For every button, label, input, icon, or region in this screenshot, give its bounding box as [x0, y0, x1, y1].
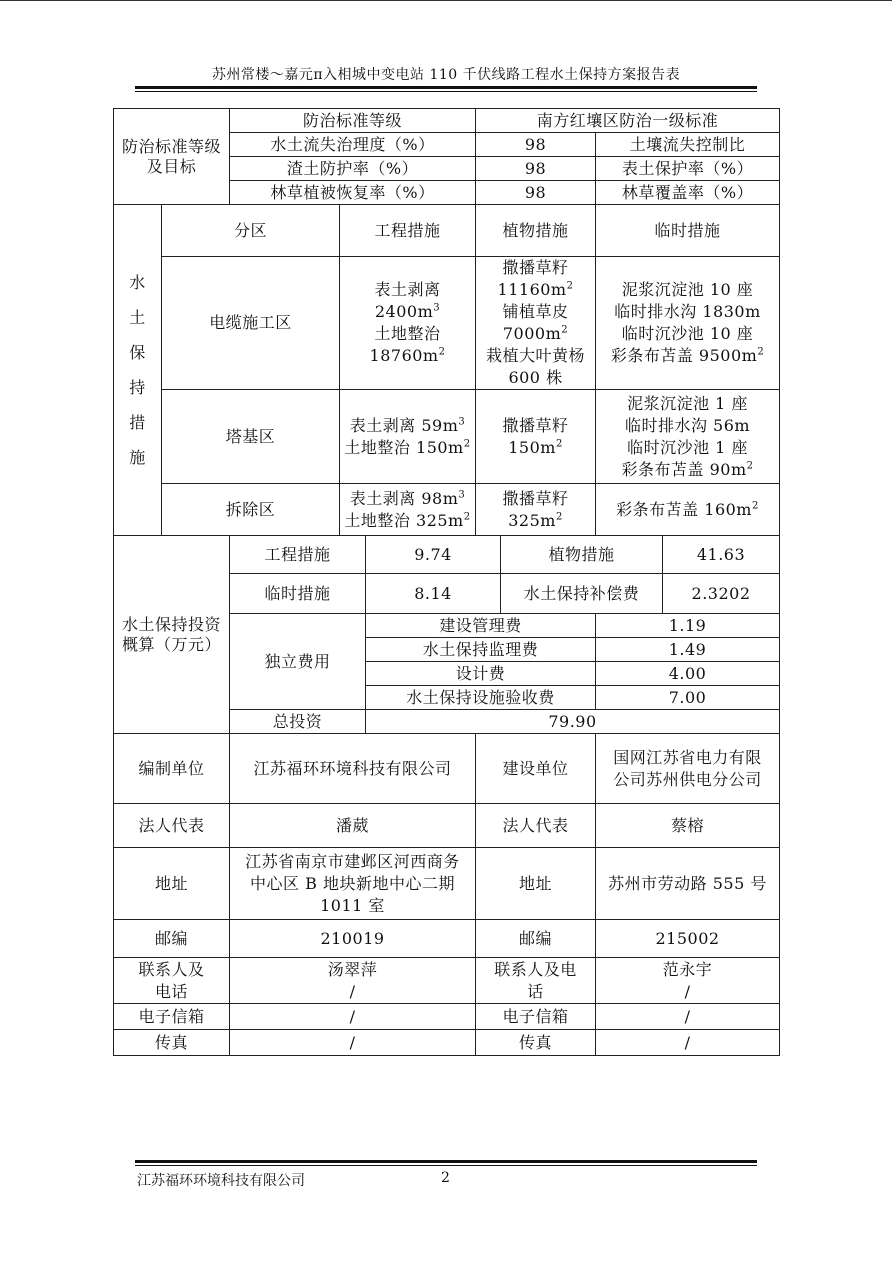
temporary-measures: 泥浆沉淀池 10 座 临时排水沟 1830m 临时沉沙池 10 座 彩条布苫盖 $9500m^2$ [596, 257, 780, 390]
standard-key: 水土流失治理度（%） [230, 133, 476, 157]
fax-label: 传真 [476, 1030, 596, 1056]
compiler-value: 江苏福环环境科技有限公司 [230, 734, 476, 804]
standard-value: 98 [476, 133, 596, 157]
engineering-measures: 表土剥离 $2400m^3$ 土地整治 $18760m^2$ [340, 257, 476, 390]
zip-left: 210019 [230, 920, 476, 958]
header-rule [135, 86, 757, 89]
footer-rule [135, 1160, 757, 1163]
investment-key: 水土保持补偿费 [501, 574, 663, 614]
independent-cost-name: 设计费 [366, 662, 596, 686]
temporary-measures: 彩条布苫盖 $160m^2$ [596, 484, 780, 536]
contact-label: 联系人及电话 [476, 958, 596, 1004]
total-investment-value: 79.90 [366, 710, 780, 734]
investment-key: 工程措施 [230, 536, 366, 574]
investment-value: 9.74 [366, 536, 501, 574]
page-number: 2 [441, 1170, 450, 1186]
plant-measures: 撒播草籽 $150m^2$ [476, 390, 596, 484]
independent-cost-name: 建设管理费 [366, 614, 596, 638]
standard-value: 98 [476, 181, 596, 205]
address-left: 江苏省南京市建邺区河西商务中心区 B 地块新地中心二期 1011 室 [230, 848, 476, 920]
contact-left: 汤翠萍 / [230, 958, 476, 1004]
standard-value: 98 [476, 157, 596, 181]
standard-key: 林草植被恢复率（%） [230, 181, 476, 205]
plant-measures: 撒播草籽 $325m^2$ [476, 484, 596, 536]
address-right: 苏州市劳动路 555 号 [596, 848, 780, 920]
plant-measures: 撒播草籽 $11160m^2$ 铺植草皮 $7000m^2$ 栽植大叶黄杨 600 株 [476, 257, 596, 390]
compiler-label: 编制单位 [114, 734, 230, 804]
engineering-measures: 表土剥离 $98m^3$ 土地整治 $325m^2$ [340, 484, 476, 536]
investment-value: 41.63 [663, 536, 780, 574]
standard-key: 土壤流失控制比 [596, 133, 780, 157]
independent-cost-value: 1.49 [596, 638, 780, 662]
report-table [113, 108, 780, 1056]
measures-label-char: 施 [129, 448, 146, 467]
standard-row-level [114, 109, 780, 133]
investment-value: 2.3202 [663, 574, 780, 614]
measures-label-char: 水 [129, 273, 146, 292]
measures-row-tower [114, 390, 780, 484]
header-rule-thin [135, 91, 757, 92]
address-row [114, 848, 780, 920]
independent-cost-value: 1.19 [596, 614, 780, 638]
fax-left: / [230, 1030, 476, 1056]
standard-key: 表土保护率（%） [596, 157, 780, 181]
standard-key: 林草覆盖率（%） [596, 181, 780, 205]
contact-row [114, 958, 780, 1004]
independent-cost-value: 4.00 [596, 662, 780, 686]
contact-label: 联系人及电话 [114, 958, 230, 1004]
footer-company: 江苏福环环境科技有限公司 [137, 1173, 305, 1189]
measures-row-cable [114, 257, 780, 390]
email-right: / [596, 1004, 780, 1030]
total-investment-label: 总投资 [230, 710, 366, 734]
zone-name: 塔基区 [162, 390, 340, 484]
investment-value: 8.14 [366, 574, 501, 614]
units-row [114, 734, 780, 804]
standard-label: 防治标准等级及目标 [114, 109, 230, 205]
standard-key: 渣土防护率（%） [230, 157, 476, 181]
measures-header-eng: 工程措施 [340, 205, 476, 257]
investment-key: 临时措施 [230, 574, 366, 614]
email-label: 电子信箱 [476, 1004, 596, 1030]
independent-cost-value: 7.00 [596, 686, 780, 710]
investment-row-1 [114, 536, 780, 574]
legal-label: 法人代表 [114, 804, 230, 848]
builder-label: 建设单位 [476, 734, 596, 804]
measures-header-plant: 植物措施 [476, 205, 596, 257]
zip-right: 215002 [596, 920, 780, 958]
legal-right: 蔡榕 [596, 804, 780, 848]
email-label: 电子信箱 [114, 1004, 230, 1030]
fax-row [114, 1030, 780, 1056]
measures-label [114, 205, 162, 536]
legal-row [114, 804, 780, 848]
zip-label: 邮编 [114, 920, 230, 958]
address-label: 地址 [114, 848, 230, 920]
fax-right: / [596, 1030, 780, 1056]
independent-cost-name: 水土保持设施验收费 [366, 686, 596, 710]
measures-row-demolish [114, 484, 780, 536]
investment-label: 水土保持投资概算（万元） [114, 536, 230, 734]
email-left: / [230, 1004, 476, 1030]
standard-level-label: 防治标准等级 [230, 109, 476, 133]
measures-label-char: 措 [129, 413, 146, 432]
address-label: 地址 [476, 848, 596, 920]
legal-left: 潘葳 [230, 804, 476, 848]
measures-label-char: 保 [129, 343, 146, 362]
zone-name: 电缆施工区 [162, 257, 340, 390]
temporary-measures: 泥浆沉淀池 1 座 临时排水沟 56m 临时沉沙池 1 座 彩条布苫盖 $90m^2$ [596, 390, 780, 484]
report-header-title: 苏州常楼～嘉元π入相城中变电站 110 千伏线路工程水土保持方案报告表 [211, 67, 681, 83]
engineering-measures: 表土剥离 $59m^3$ 土地整治 $150m^2$ [340, 390, 476, 484]
zip-row [114, 920, 780, 958]
investment-key: 植物措施 [501, 536, 663, 574]
measures-header-temp: 临时措施 [596, 205, 780, 257]
measures-header-row [114, 205, 780, 257]
independent-cost-label: 独立费用 [230, 614, 366, 710]
measures-label-char: 持 [129, 378, 146, 397]
builder-value: 国网江苏省电力有限公司苏州供电分公司 [596, 734, 780, 804]
measures-label-char: 土 [129, 308, 146, 327]
zone-name: 拆除区 [162, 484, 340, 536]
independent-cost-name: 水土保持监理费 [366, 638, 596, 662]
contact-right: 范永宇 / [596, 958, 780, 1004]
page-top-border [0, 0, 892, 1]
standard-level-value: 南方红壤区防治一级标准 [476, 109, 780, 133]
email-row [114, 1004, 780, 1030]
legal-label: 法人代表 [476, 804, 596, 848]
fax-label: 传真 [114, 1030, 230, 1056]
footer-rule-thin [135, 1165, 757, 1166]
measures-header-zone: 分区 [162, 205, 340, 257]
zip-label: 邮编 [476, 920, 596, 958]
